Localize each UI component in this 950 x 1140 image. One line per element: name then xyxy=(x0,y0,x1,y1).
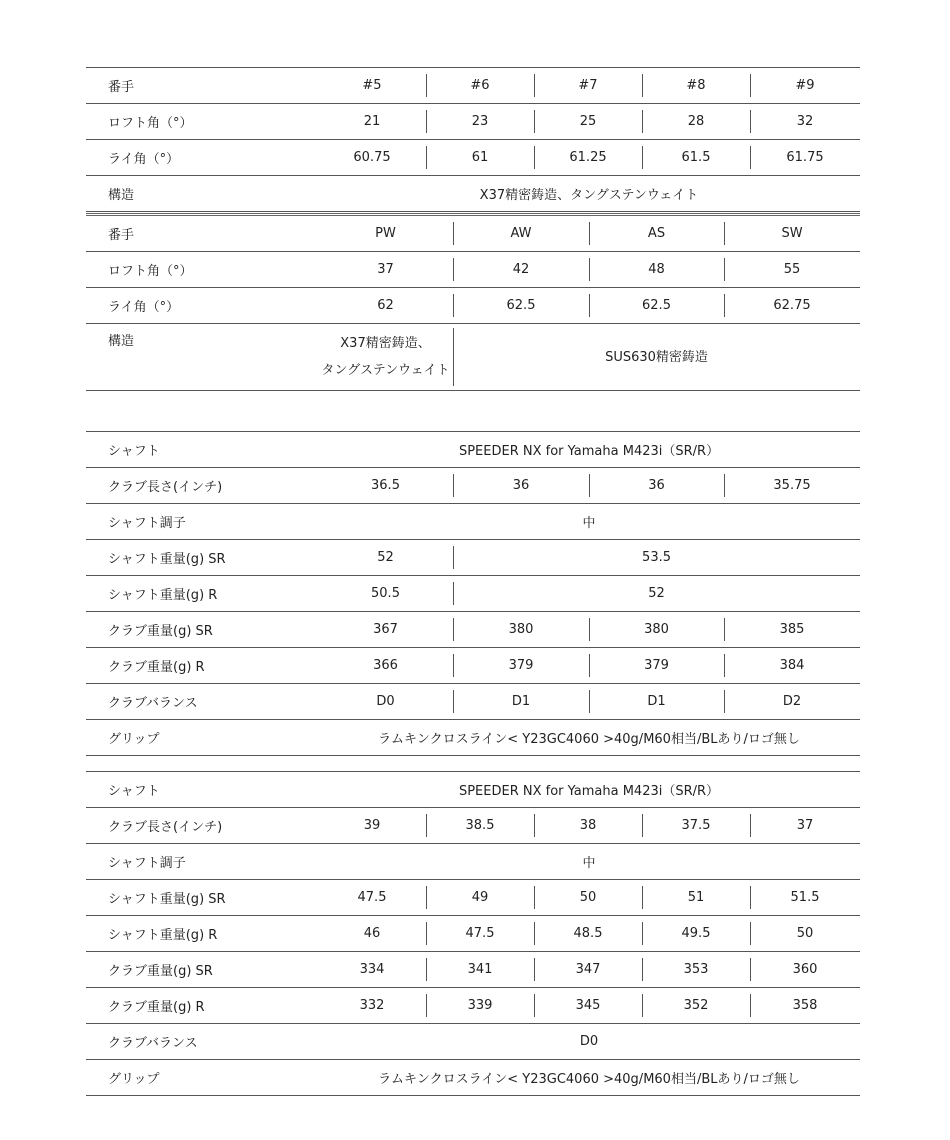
row-label: クラブ長さ(インチ) xyxy=(86,468,318,504)
table-row xyxy=(86,140,860,176)
row-label: ロフト角（°） xyxy=(86,252,318,288)
table-row xyxy=(86,988,860,1024)
cell: 21 xyxy=(318,104,426,140)
row-label: 構造 xyxy=(86,176,318,212)
cell: 36.5 xyxy=(318,468,453,504)
row-label: ライ角（°） xyxy=(86,140,318,176)
row-label: シャフト重量(g) SR xyxy=(86,880,318,916)
cell: SUS630精密鋳造 xyxy=(453,324,860,391)
row-label: シャフト xyxy=(86,772,318,808)
cell: 379 xyxy=(589,648,724,684)
row-label: ロフト角（°） xyxy=(86,104,318,140)
cell: 379 xyxy=(453,648,589,684)
cell: #5 xyxy=(318,68,426,104)
table-row xyxy=(86,1024,860,1060)
row-label: 構造 xyxy=(86,324,318,391)
cell: 37.5 xyxy=(642,808,750,844)
cell: 中 xyxy=(318,844,860,880)
cell: 53.5 xyxy=(453,540,860,576)
cell: 334 xyxy=(318,952,426,988)
cell: 62 xyxy=(318,288,453,324)
cell: 38 xyxy=(534,808,642,844)
spec-table-pw-sw xyxy=(86,213,860,391)
row-label: クラブバランス xyxy=(86,684,318,720)
row-label: グリップ xyxy=(86,720,318,756)
cell: 46 xyxy=(318,916,426,952)
cell: #8 xyxy=(642,68,750,104)
table-row xyxy=(86,104,860,140)
cell: 49 xyxy=(426,880,534,916)
table-row xyxy=(86,952,860,988)
cell: 367 xyxy=(318,612,453,648)
cell: X37精密鋳造、タングステンウェイト xyxy=(318,176,860,212)
table-row xyxy=(86,684,860,720)
cell-line: タングステンウェイト xyxy=(321,363,450,378)
cell: 51.5 xyxy=(750,880,860,916)
cell: PW xyxy=(318,215,453,252)
cell: #9 xyxy=(750,68,860,104)
cell: 352 xyxy=(642,988,750,1024)
cell: 61.75 xyxy=(750,140,860,176)
row-label: シャフト重量(g) R xyxy=(86,576,318,612)
row-label: クラブ重量(g) SR xyxy=(86,952,318,988)
cell: 48 xyxy=(589,252,724,288)
cell: 61.25 xyxy=(534,140,642,176)
cell: AS xyxy=(589,215,724,252)
row-label: シャフト重量(g) R xyxy=(86,916,318,952)
cell: 47.5 xyxy=(426,916,534,952)
cell: 36 xyxy=(589,468,724,504)
shaft-spec-table-pw-sw xyxy=(86,431,860,756)
cell: 380 xyxy=(589,612,724,648)
row-label: クラブ長さ(インチ) xyxy=(86,808,318,844)
cell: 47.5 xyxy=(318,880,426,916)
table-row xyxy=(86,772,860,808)
cell: SW xyxy=(724,215,860,252)
row-label: シャフト xyxy=(86,432,318,468)
cell: D2 xyxy=(724,684,860,720)
cell: D1 xyxy=(453,684,589,720)
cell: 360 xyxy=(750,952,860,988)
cell: ラムキンクロスライン< Y23GC4060 >40g/M60相当/BLあり/ロゴ無し xyxy=(318,1060,860,1096)
row-label: 番手 xyxy=(86,215,318,252)
cell: 358 xyxy=(750,988,860,1024)
cell: 345 xyxy=(534,988,642,1024)
cell xyxy=(318,324,453,391)
table-row xyxy=(86,1060,860,1096)
cell: 385 xyxy=(724,612,860,648)
cell: D1 xyxy=(589,684,724,720)
cell: 52 xyxy=(318,540,453,576)
row-label: ライ角（°） xyxy=(86,288,318,324)
row-label: クラブ重量(g) R xyxy=(86,988,318,1024)
table-row xyxy=(86,215,860,252)
table-row xyxy=(86,916,860,952)
cell: 347 xyxy=(534,952,642,988)
cell: 61 xyxy=(426,140,534,176)
cell: 52 xyxy=(453,576,860,612)
cell: 50 xyxy=(750,916,860,952)
spec-table-5-9 xyxy=(86,67,860,212)
table-row xyxy=(86,540,860,576)
table-row xyxy=(86,720,860,756)
table-row xyxy=(86,324,860,391)
cell: 39 xyxy=(318,808,426,844)
cell: #6 xyxy=(426,68,534,104)
row-label: シャフト重量(g) SR xyxy=(86,540,318,576)
cell: ラムキンクロスライン< Y23GC4060 >40g/M60相当/BLあり/ロゴ無し xyxy=(318,720,860,756)
cell: 38.5 xyxy=(426,808,534,844)
table-row xyxy=(86,844,860,880)
cell: 51 xyxy=(642,880,750,916)
cell: 36 xyxy=(453,468,589,504)
row-label: 番手 xyxy=(86,68,318,104)
cell: 341 xyxy=(426,952,534,988)
cell-line: X37精密鋳造、 xyxy=(340,336,431,351)
cell: 62.5 xyxy=(453,288,589,324)
row-label: クラブ重量(g) R xyxy=(86,648,318,684)
cell: 49.5 xyxy=(642,916,750,952)
cell: 25 xyxy=(534,104,642,140)
table-row xyxy=(86,808,860,844)
cell: 60.75 xyxy=(318,140,426,176)
table-row xyxy=(86,176,860,212)
cell: 中 xyxy=(318,504,860,540)
cell: 28 xyxy=(642,104,750,140)
cell: 48.5 xyxy=(534,916,642,952)
cell: 50 xyxy=(534,880,642,916)
table-row xyxy=(86,612,860,648)
cell: #7 xyxy=(534,68,642,104)
table-row xyxy=(86,432,860,468)
cell: SPEEDER NX for Yamaha M423i（SR/R） xyxy=(318,772,860,808)
row-label: シャフト調子 xyxy=(86,504,318,540)
cell: 339 xyxy=(426,988,534,1024)
cell: D0 xyxy=(318,684,453,720)
cell: 50.5 xyxy=(318,576,453,612)
cell: 332 xyxy=(318,988,426,1024)
cell: 62.75 xyxy=(724,288,860,324)
cell: 55 xyxy=(724,252,860,288)
table-row xyxy=(86,648,860,684)
cell: 23 xyxy=(426,104,534,140)
table-row xyxy=(86,468,860,504)
table-row xyxy=(86,504,860,540)
table-row xyxy=(86,576,860,612)
row-label: シャフト調子 xyxy=(86,844,318,880)
cell: D0 xyxy=(318,1024,860,1060)
cell: 62.5 xyxy=(589,288,724,324)
shaft-spec-table-5-9 xyxy=(86,771,860,1096)
cell: 42 xyxy=(453,252,589,288)
row-label: クラブ重量(g) SR xyxy=(86,612,318,648)
cell: 353 xyxy=(642,952,750,988)
table-row xyxy=(86,288,860,324)
row-label: クラブバランス xyxy=(86,1024,318,1060)
cell: 366 xyxy=(318,648,453,684)
cell: 61.5 xyxy=(642,140,750,176)
cell: 37 xyxy=(750,808,860,844)
table-row xyxy=(86,252,860,288)
table-row xyxy=(86,68,860,104)
cell: 35.75 xyxy=(724,468,860,504)
table-row xyxy=(86,880,860,916)
cell: 380 xyxy=(453,612,589,648)
cell: SPEEDER NX for Yamaha M423i（SR/R） xyxy=(318,432,860,468)
cell: 32 xyxy=(750,104,860,140)
cell: AW xyxy=(453,215,589,252)
cell: 37 xyxy=(318,252,453,288)
cell: 384 xyxy=(724,648,860,684)
row-label: グリップ xyxy=(86,1060,318,1096)
